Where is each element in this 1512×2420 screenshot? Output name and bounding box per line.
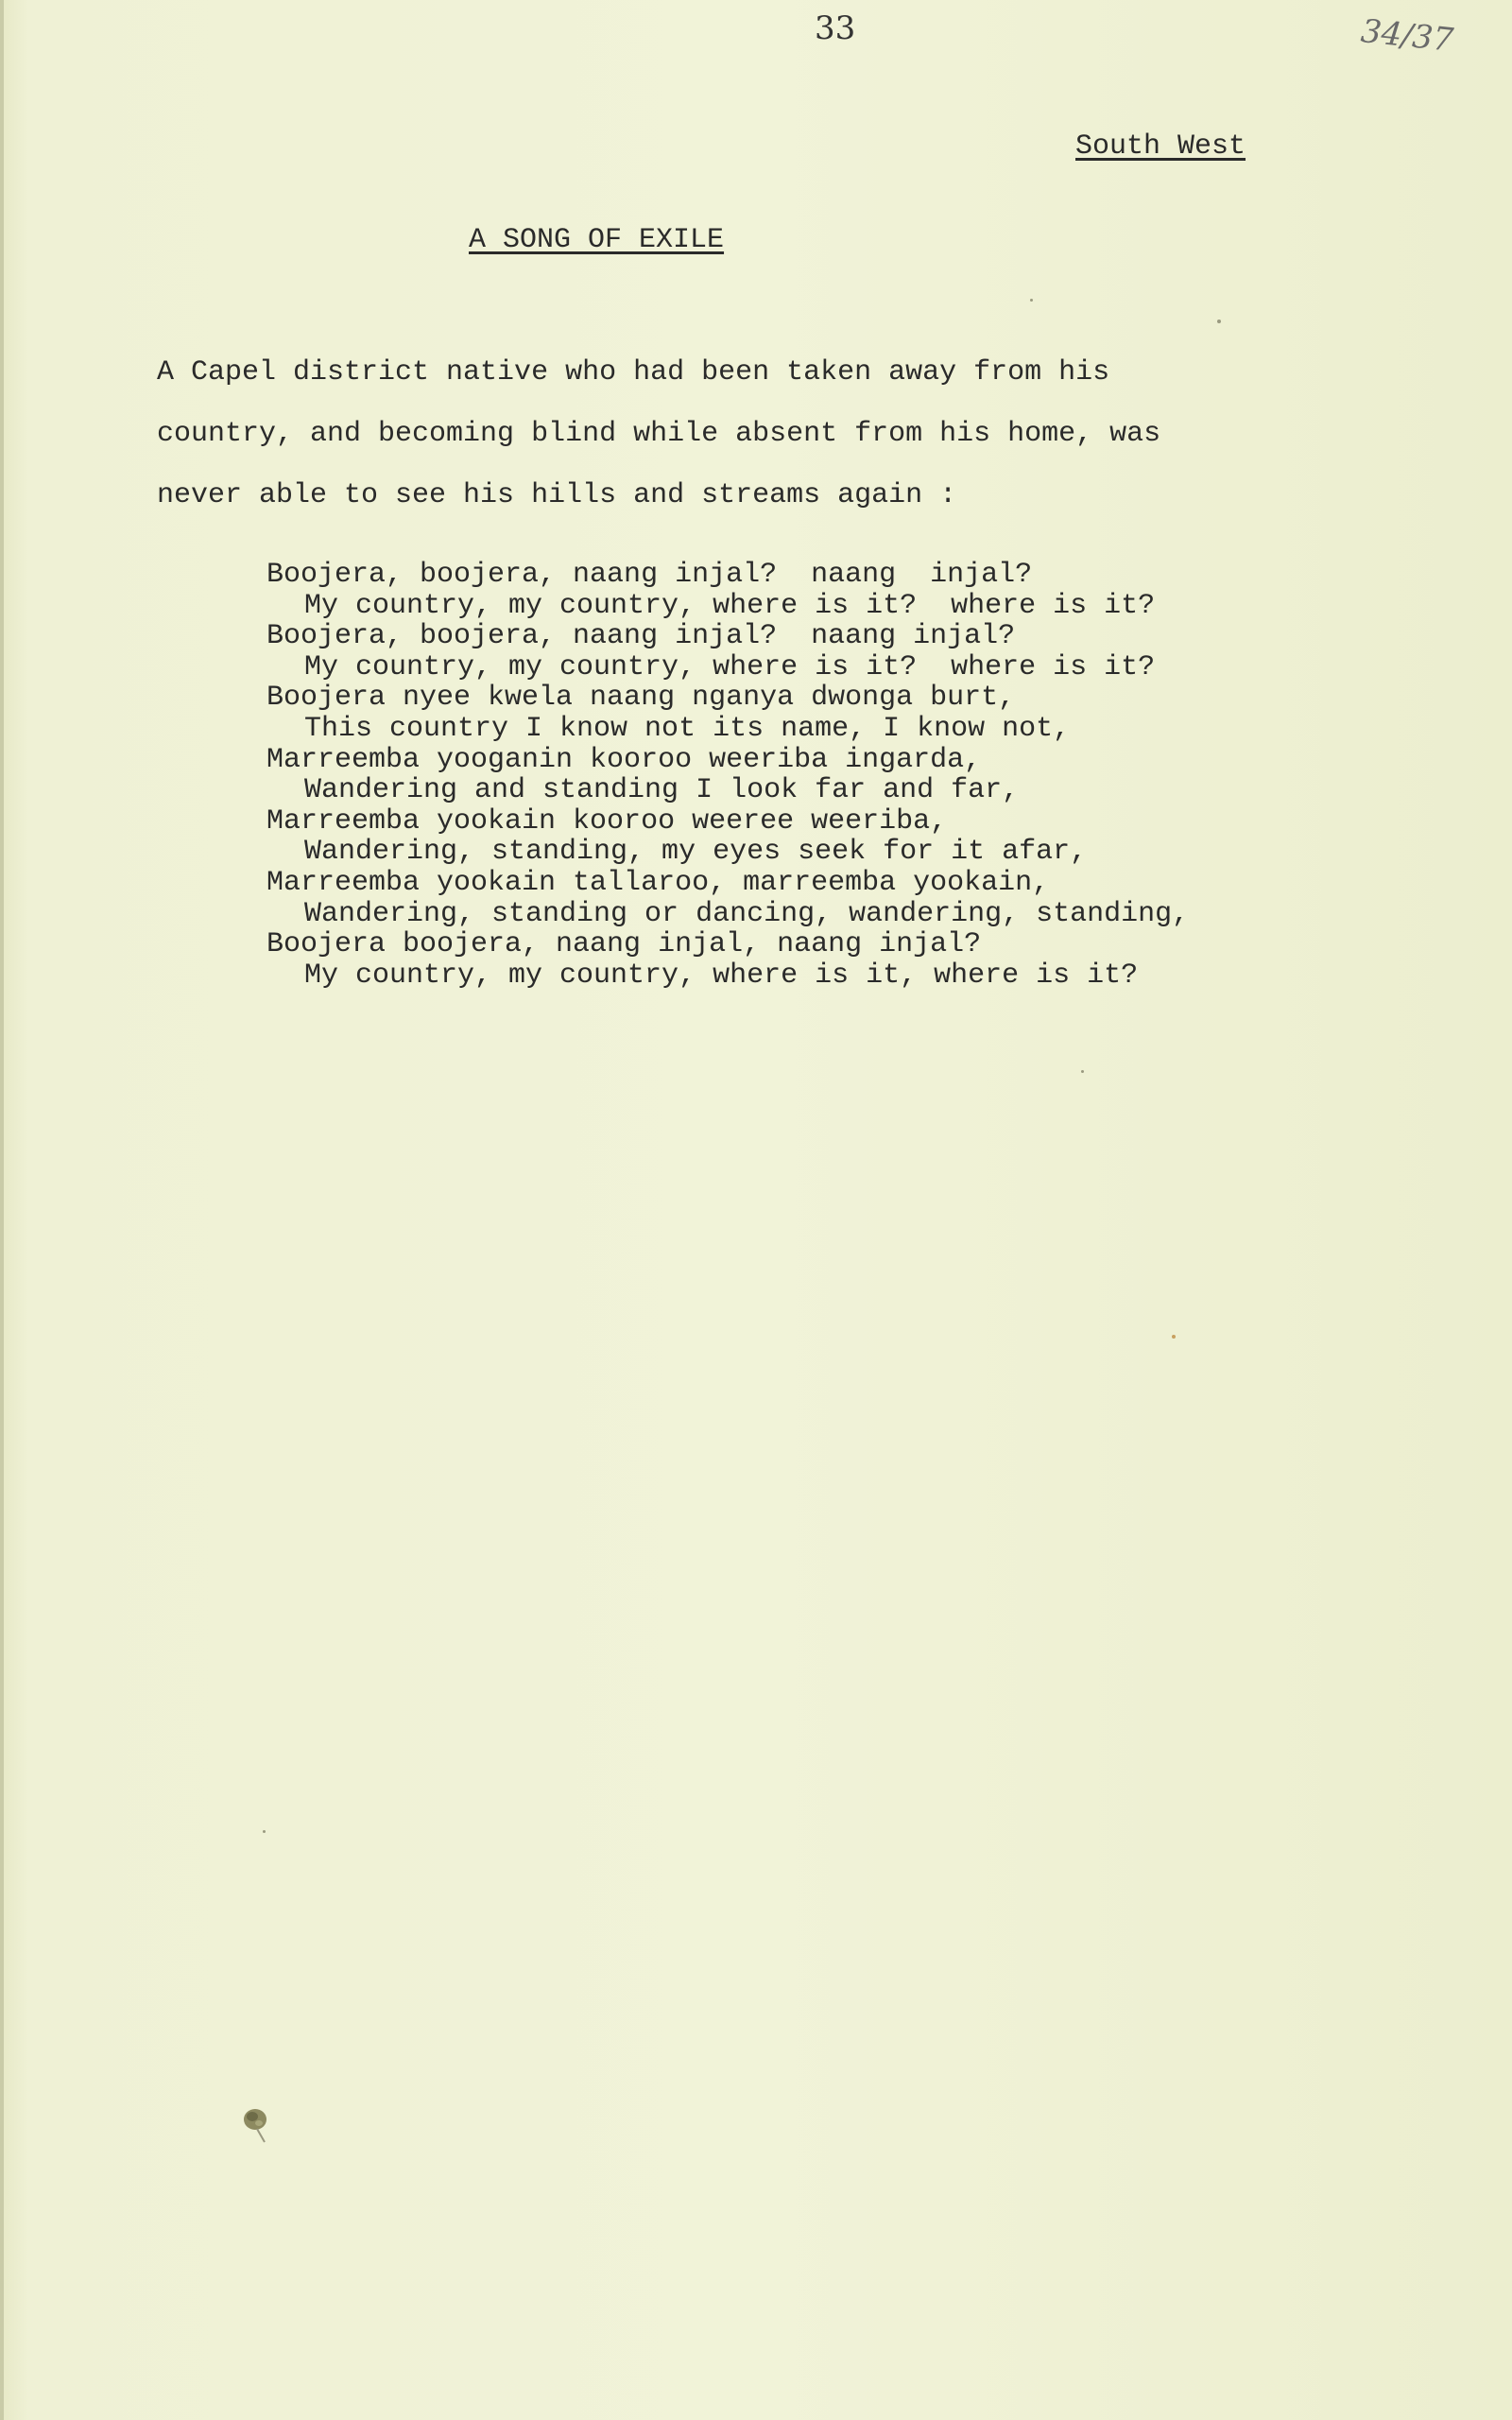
paper-speck	[1030, 299, 1033, 302]
song-verse	[266, 560, 1189, 991]
page-left-edge	[0, 0, 4, 2420]
song-line-native: Marreemba yookain tallaroo, marreemba yookain,	[266, 866, 1050, 899]
paper-speck	[1217, 320, 1221, 323]
intro-line: country, and becoming blind while absent from his home, was	[157, 418, 1161, 450]
song-line-translation: My country, my country, where is it? where is it?	[304, 650, 1156, 683]
intro-line: never able to see his hills and streams again :	[157, 479, 957, 511]
song-line-native: Boojera boojera, naang injal, naang injal?	[266, 928, 982, 961]
paper-speck	[263, 1830, 266, 1833]
paper-speck	[1172, 1335, 1176, 1339]
song-line-translation: My country, my country, where is it? where is it?	[304, 589, 1156, 622]
song-line-translation: Wandering, standing, my eyes seek for it afar,	[304, 836, 1088, 869]
song-line-native: Marreemba yookain kooroo weeree weeriba,	[266, 804, 948, 838]
song-line-native: Boojera nyee kwela naang nganya dwonga burt,	[266, 682, 1016, 715]
song-line-translation: Wandering and standing I look far and far,	[304, 774, 1020, 807]
region-heading: South West	[1075, 130, 1246, 163]
song-line-translation: This country I know not its name, I know not,	[304, 712, 1071, 745]
page-number: 33	[815, 9, 856, 47]
folio-annotation: 34/37	[1359, 11, 1455, 60]
song-line-translation: My country, my country, where is it, where is it?	[304, 959, 1139, 992]
intro-line: A Capel district native who had been taken away from his	[157, 356, 1110, 389]
song-line-native: Marreemba yooganin kooroo weeriba ingarda,	[266, 743, 982, 776]
song-title: A SONG OF EXILE	[469, 224, 725, 256]
ink-blot-mark	[236, 2100, 274, 2146]
intro-paragraph	[157, 342, 1291, 527]
song-line-native: Boojera, boojera, naang injal? naang injal?	[266, 559, 1033, 591]
song-line-translation: Wandering, standing or dancing, wandering, standing,	[304, 897, 1190, 930]
song-line-native: Boojera, boojera, naang injal? naang injal?	[266, 620, 1016, 653]
paper-speck	[1081, 1070, 1084, 1073]
